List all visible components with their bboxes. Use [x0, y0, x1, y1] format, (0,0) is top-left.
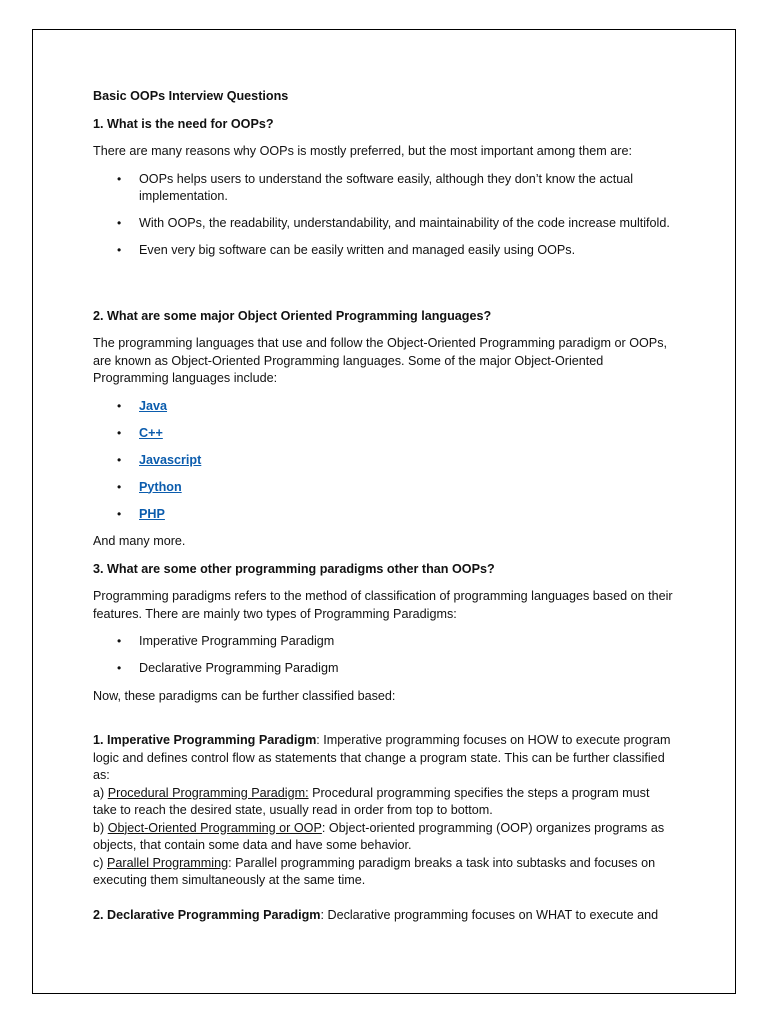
question-2-heading: 2. What are some major Object Oriented Programming languages? — [93, 308, 492, 323]
list-item — [93, 479, 673, 497]
list-item — [93, 171, 673, 206]
parallel-text: : Parallel programming paradigm breaks a task into subtasks and focuses on executing them simultaneously at the same time. — [93, 855, 656, 887]
imperative-paradigm-text: : Imperative programming focuses on HOW to execute program logic and defines control flow as statements that change a program state. This can be further classified as: — [93, 733, 671, 782]
document-body — [93, 88, 673, 924]
question-2-intro: The programming languages that use and follow the Object-Oriented Programming paradigm or OOPs, are known as Object-Oriented Programming languages. Some of the major Object-Oriented Programming languages include: — [93, 336, 667, 385]
procedural-label: Procedural Programming Paradigm: — [107, 785, 309, 800]
bullet-icon: • — [117, 398, 122, 413]
language-link-list — [93, 398, 673, 524]
bullet-icon: • — [117, 661, 122, 675]
section-gap — [93, 270, 673, 308]
item-prefix: a) — [93, 785, 108, 800]
link-python[interactable]: Python — [139, 479, 182, 494]
bullet-text: OOPs helps users to understand the software easily, although they don’t know the actual implementation. — [139, 171, 634, 203]
bullet-icon: • — [117, 425, 122, 440]
link-javascript[interactable]: Javascript — [139, 452, 202, 467]
bullet-text: Even very big software can be easily written and managed easily using OOPs. — [139, 243, 576, 257]
classification-line: Now, these paradigms can be further classified based: — [93, 688, 396, 703]
bullet-icon: • — [117, 452, 122, 467]
list-item — [93, 398, 673, 416]
declarative-paradigm-text: : Declarative programming focuses on WHAT to execute and — [320, 907, 659, 922]
question-3-intro: Programming paradigms refers to the method of classification of programming languages based on their features. There are mainly two types of Programming Paradigms: — [93, 589, 673, 621]
declarative-paradigm-label: 2. Declarative Programming Paradigm — [93, 907, 321, 922]
document-title: Basic OOPs Interview Questions — [93, 89, 289, 103]
bullet-icon: • — [117, 243, 122, 257]
section-gap — [93, 715, 673, 732]
parallel-label: Parallel Programming — [107, 855, 229, 870]
oop-text: : Object-oriented programming (OOP) organizes programs as objects, that contain some data and have some behavior. — [93, 820, 665, 852]
bullet-text: With OOPs, the readability, understandability, and maintainability of the code increase multifold. — [139, 216, 670, 230]
bullet-text: Declarative Programming Paradigm — [139, 661, 339, 675]
imperative-paradigm-section — [93, 732, 673, 890]
link-cpp[interactable]: C++ — [139, 425, 163, 440]
bullet-icon: • — [117, 479, 122, 494]
imperative-paradigm-label: 1. Imperative Programming Paradigm — [93, 733, 317, 747]
procedural-paragraph — [93, 785, 673, 820]
link-java[interactable]: Java — [139, 398, 168, 413]
list-item — [93, 425, 673, 443]
link-php[interactable]: PHP — [139, 506, 165, 521]
bullet-icon: • — [117, 171, 122, 186]
oop-label: Object-Oriented Programming or OOP — [107, 820, 322, 835]
item-prefix: c) — [93, 855, 107, 870]
bullet-icon: • — [117, 506, 122, 521]
item-prefix: b) — [93, 820, 108, 835]
question-1-bullet-list — [93, 171, 673, 260]
question-3-heading: 3. What are some other programming paradigms other than OOPs? — [93, 561, 495, 576]
procedural-text: Procedural programming specifies the steps a program must take to reach the desired state, usually read in order from top to bottom. — [93, 785, 650, 817]
question-1-heading: 1. What is the need for OOPs? — [93, 116, 274, 131]
list-item — [93, 506, 673, 524]
imperative-paradigm-paragraph — [93, 732, 673, 785]
list-item — [93, 660, 673, 678]
bullet-icon: • — [117, 216, 122, 230]
list-item — [93, 633, 673, 651]
oop-paragraph — [93, 820, 673, 855]
bullet-icon: • — [117, 634, 122, 648]
parallel-paragraph — [93, 855, 673, 890]
list-item — [93, 242, 673, 260]
document-page — [32, 29, 736, 994]
bullet-text: Imperative Programming Paradigm — [139, 634, 335, 648]
question-2-outro: And many more. — [93, 534, 186, 548]
list-item — [93, 215, 673, 233]
section-gap — [93, 890, 673, 907]
paradigm-bullet-list — [93, 633, 673, 678]
list-item — [93, 452, 673, 470]
declarative-paradigm-paragraph — [93, 907, 673, 925]
question-1-intro: There are many reasons why OOPs is mostly preferred, but the most important among them are: — [93, 144, 632, 158]
